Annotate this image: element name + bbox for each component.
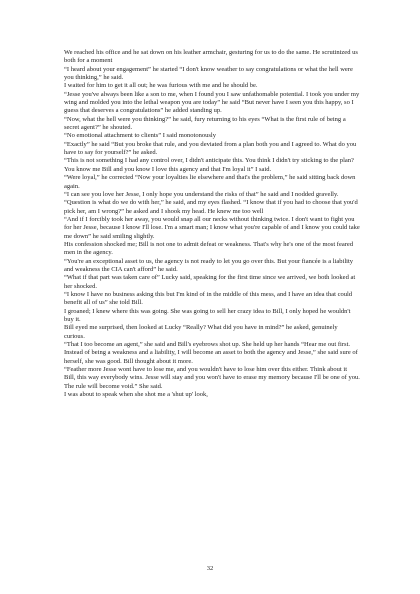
paragraph: “Were loyal,” he corrected “Now your loyalties lie elsewhere and that's the problem,” he said sitting back down again.: [64, 174, 356, 190]
paragraph: “What if that part was taken care of” Lucky said, speaking for the first time since we arrived, we both looked at her shocked.: [64, 274, 356, 290]
paragraph: “That I too become an agent,” she said and Bill's eyebrows shot up. She held up her hands “Hear me out first. Instead of being a weakness and a liability, I will become an asset to both the agency and Jesse,” she said sure of herself, she was good. Bill thought about it more.: [64, 341, 358, 365]
paragraph: “Now, what the hell were you thinking?” he said, fury returning to his eyes “What is the first rule of being a secret agent?” he shouted.: [64, 115, 346, 132]
paragraph: I was about to speak when she shot me a 'shut up' look,: [64, 391, 208, 399]
paragraph: “And if I forcibly took her away, you would snap all our necks without thinking twice. I don't want to fight you for her Jesse, because I know I'll lose. I'm a smart man; I know what you're capable of and I know you could take me down” he said smiling slightly.: [64, 215, 360, 240]
paragraph: “You're an exceptional asset to us, the agency is not ready to let you go over this. But your fiancée is a liability and weakness the CIA can't afford” he said.: [64, 257, 354, 273]
page-number: 32: [206, 565, 214, 572]
paragraph: “I can see you love her Jesse, I only hope you understand the risks of that” he said and I nodded gravelly.: [64, 190, 339, 198]
paragraph: “Feather more Jesse wont have to lose me, and you wouldn't have to lose him over this either. Think about it Bill, this way everybody wins. Jesse will stay and you won't have to erase my memory because I'll be one of you. The rule will become void.” She said.: [64, 366, 360, 390]
paragraph: “This is not something I had any control over, I didn't anticipate this. You think I didn't try sticking to the plan? You know me Bill and you know I love this agency and that I'm loyal it” I said.: [64, 157, 354, 173]
paragraph: “I know I have no business asking this but I'm kind of in the middle of this mess, and I have an idea that could benefit all of us” she told Bill.: [64, 290, 353, 307]
paragraph: His confession shocked me; Bill is not one to admit defeat or weakness. That's why he's one of the most feared men in the agency.: [64, 240, 354, 257]
paragraph: “Jesse you've always been like a son to me, when I found you I saw unfathomable potential. I took you under my wing and molded you into the lethal weapon you are today” he said “But never have I seen you this happy, so I guess that deserves a congratulations” he added standing up.: [64, 90, 360, 115]
paragraph: “Exactly” he said “But you broke that rule, and you deviated from a plan both you and I agreed to. What do you have to say for yourself?” he asked.: [64, 140, 357, 157]
paragraph: I waited for him to get it all out; he was furious with me and he should be.: [64, 82, 258, 90]
paragraph: “Question is what do we do with her,” he said, and my eyes flashed. “I know that if you had to choose that you'd pick her, am I wrong?” he asked and I shook my head. He knew me too well: [64, 199, 358, 215]
paragraph: Bill eyed me surprised, then looked at Lucky “Really? What did you have in mind?” he asked, genuinely curious.: [64, 324, 338, 340]
paragraph: “I heard about your engagement” he started “I don't know weather to say congratulations or what the hell were you thinking,” he said.: [64, 65, 353, 82]
paragraph: I groaned; I knew where this was going. She was going to sell her crazy idea to Bill, I only hoped he wouldn't buy it.: [64, 307, 351, 323]
body-text: [64, 49, 360, 399]
paragraph: “No emotional attachment to clients” I said monotonously: [64, 132, 217, 140]
paragraph: We reached his office and he sat down on his leather armchair, gesturing for us to do the same. He scrutinized us both for a moment: [64, 49, 358, 65]
